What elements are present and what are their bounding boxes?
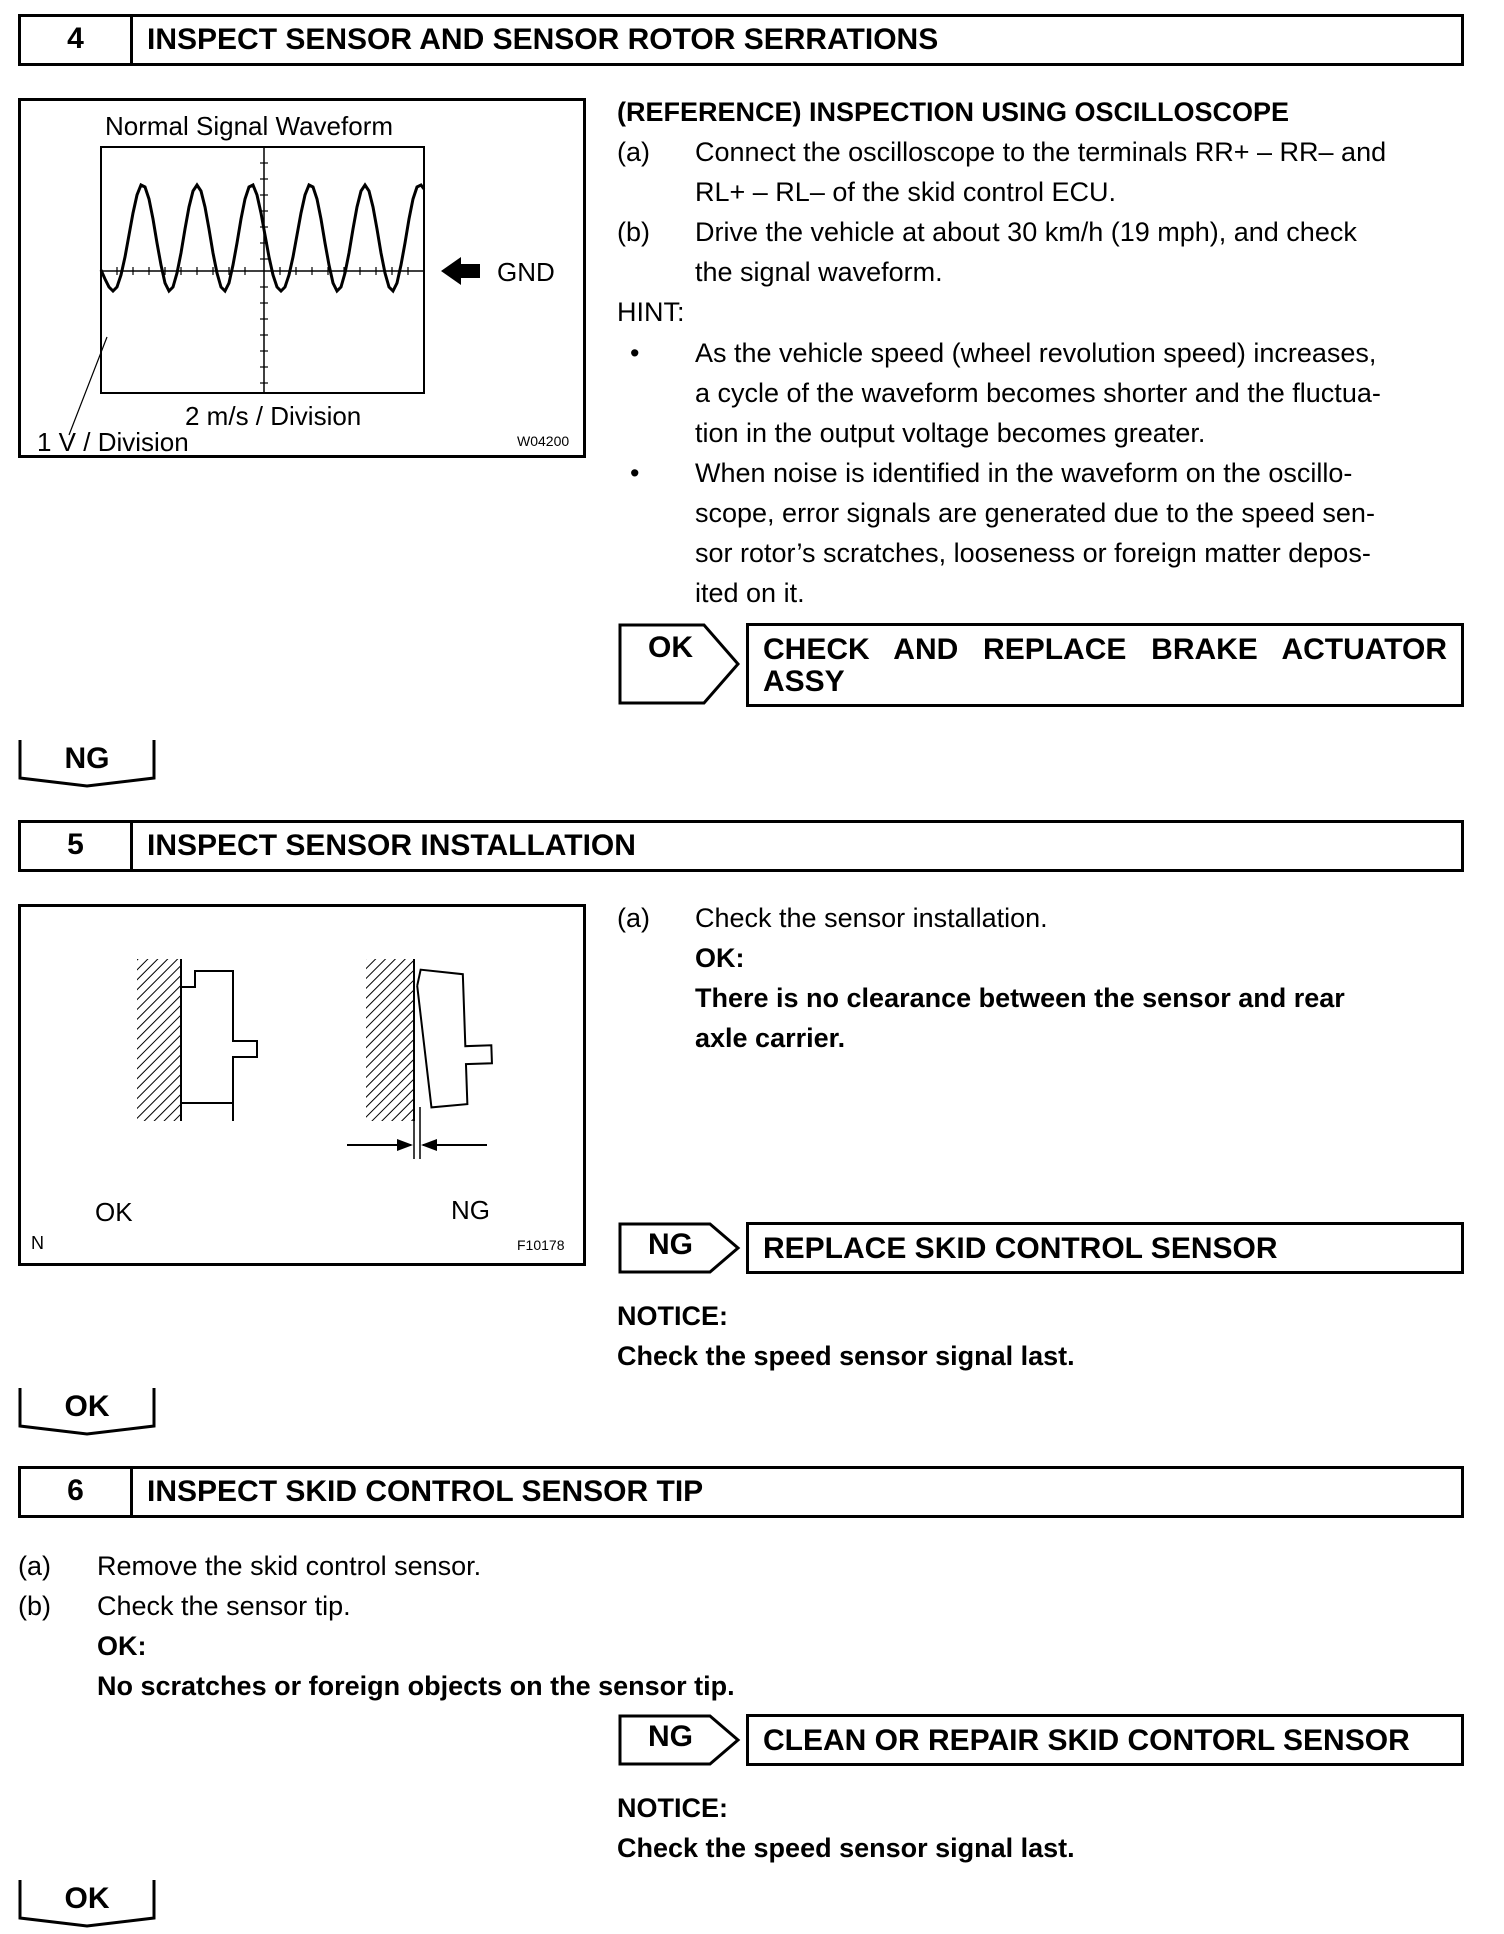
sensor-installation-figure <box>18 904 586 1266</box>
hint-line: When noise is identified in the waveform on the oscillo- <box>695 458 1353 488</box>
reference-heading: (REFERENCE) INSPECTION USING OSCILLOSCOPE <box>617 97 1290 127</box>
notice-text: Check the speed sensor signal last. <box>617 1833 1075 1863</box>
ng-branch-tag <box>618 1222 742 1272</box>
ok-criteria-line: There is no clearance between the sensor and rear <box>695 983 1345 1013</box>
result-label: OK <box>64 1882 110 1915</box>
step-number: 4 <box>21 17 133 63</box>
ng-action-box <box>746 1222 1464 1274</box>
step-title: INSPECT SENSOR INSTALLATION <box>147 829 636 862</box>
item-marker: (a) <box>18 1551 51 1581</box>
step-5-header <box>18 820 1464 872</box>
step-title: INSPECT SKID CONTROL SENSOR TIP <box>147 1475 704 1508</box>
figure-code: W04200 <box>517 433 570 449</box>
voltage-scale-label: 1 V / Division <box>37 427 189 457</box>
ok-figure-label: OK <box>95 1197 133 1227</box>
ok-criteria-label: OK: <box>97 1631 147 1661</box>
instruction-line: Drive the vehicle at about 30 km/h (19 mph), and check <box>695 217 1357 247</box>
figure-code: F10178 <box>517 1237 565 1253</box>
action-line: CLEAN OR REPAIR SKID CONTORL SENSOR <box>763 1724 1410 1757</box>
result-label: NG <box>64 742 110 775</box>
branch-label: NG <box>648 1228 693 1261</box>
hint-line: tion in the output voltage becomes greater. <box>695 418 1206 448</box>
step-4-result-tag <box>18 738 156 788</box>
bullet-icon: • <box>630 338 640 368</box>
gnd-label: GND <box>497 257 555 287</box>
notice-label: NOTICE: <box>617 1793 728 1823</box>
hint-line: As the vehicle speed (wheel revolution speed) increases, <box>695 338 1377 368</box>
hint-label: HINT: <box>617 297 685 327</box>
step-6-result-tag <box>18 1878 156 1928</box>
instruction-line: Check the sensor installation. <box>695 903 1048 933</box>
step-6-header <box>18 1466 1464 1518</box>
instruction-line: Connect the oscilloscope to the terminals RR+ – RR– and <box>695 137 1387 167</box>
action-line: ASSY <box>763 665 845 698</box>
time-scale-label: 2 m/s / Division <box>185 401 362 431</box>
result-label: OK <box>64 1390 110 1423</box>
hint-line: scope, error signals are generated due to the speed sen- <box>695 498 1375 528</box>
ng-action-box <box>746 1714 1464 1766</box>
step-number: 5 <box>21 823 133 869</box>
ok-action-box <box>746 623 1464 707</box>
item-marker: (a) <box>617 903 650 933</box>
ng-figure-label: NG <box>451 1195 490 1225</box>
step-5-result-tag <box>18 1386 156 1436</box>
branch-label: NG <box>648 1720 693 1753</box>
ng-branch-tag <box>618 1714 742 1764</box>
notice-label: NOTICE: <box>617 1301 728 1331</box>
instruction-line: RL+ – RL– of the skid control ECU. <box>695 177 1116 207</box>
instruction-line: Check the sensor tip. <box>97 1591 351 1621</box>
waveform-figure <box>18 98 586 458</box>
instruction-line: Remove the skid control sensor. <box>97 1551 482 1581</box>
item-marker: (a) <box>617 137 650 167</box>
ok-branch-tag <box>618 623 742 707</box>
hint-line: ited on it. <box>695 578 805 608</box>
item-marker: (b) <box>617 217 650 247</box>
hint-line: a cycle of the waveform becomes shorter and the fluctua- <box>695 378 1381 408</box>
step-4-header <box>18 14 1464 66</box>
step-title: INSPECT SENSOR AND SENSOR ROTOR SERRATIONS <box>147 23 939 56</box>
hint-line: sor rotor’s scratches, looseness or foreign matter depos- <box>695 538 1371 568</box>
item-marker: (b) <box>18 1591 51 1621</box>
ok-criteria-line: axle carrier. <box>695 1023 846 1053</box>
step-number: 6 <box>21 1469 133 1515</box>
ok-criteria-line: No scratches or foreign objects on the sensor tip. <box>97 1671 735 1701</box>
instruction-line: the signal waveform. <box>695 257 943 287</box>
action-line: CHECK AND REPLACE BRAKE ACTUATOR <box>763 633 1447 666</box>
action-line: REPLACE SKID CONTROL SENSOR <box>763 1232 1278 1265</box>
branch-label: OK <box>648 631 693 664</box>
bullet-icon: • <box>630 458 640 488</box>
ok-criteria-label: OK: <box>695 943 745 973</box>
notice-text: Check the speed sensor signal last. <box>617 1341 1075 1371</box>
figure-title: Normal Signal Waveform <box>105 111 394 141</box>
figure-corner-mark: N <box>31 1233 44 1253</box>
